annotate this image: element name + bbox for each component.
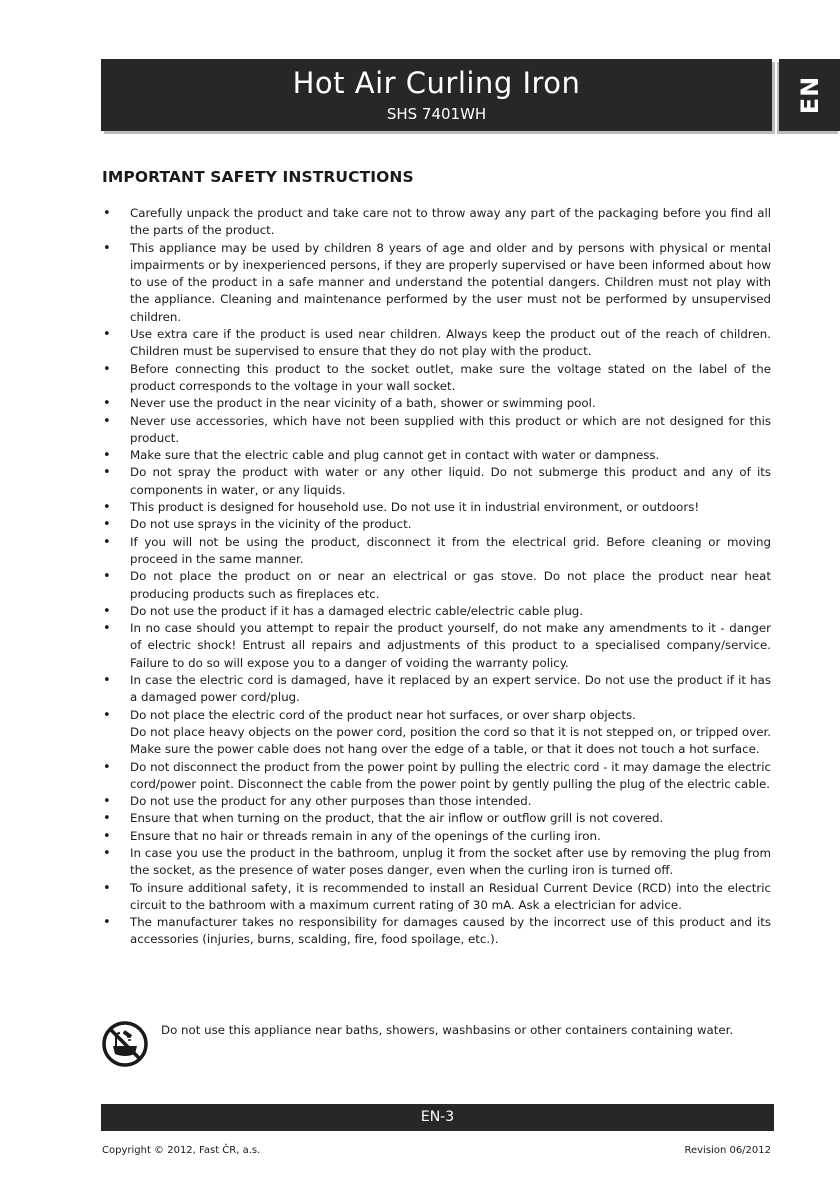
instruction-text: • In case you use the product in the bathroom, unplug it from the socket after use by removing the plug from the socket, as the presence of water poses danger, even when the curling iron is turned off. <box>130 845 771 878</box>
safety-instructions-list <box>102 205 771 949</box>
list-item <box>102 793 771 810</box>
instruction-text: • To insure additional safety, it is recommended to install an Residual Current Device (RCD) into the electric circuit to the bathroom with a maximum current rating of 30 mA. Ask a electrician for advice. <box>130 880 771 912</box>
section-heading: IMPORTANT SAFETY INSTRUCTIONS <box>102 168 414 186</box>
list-item <box>102 568 771 603</box>
copyright: Copyright © 2012, Fast ČR, a.s. <box>102 1145 261 1156</box>
list-item <box>102 395 771 412</box>
list-item <box>102 914 771 949</box>
revision: Revision 06/2012 <box>684 1145 771 1156</box>
title-banner <box>101 59 772 131</box>
instruction-text: • Ensure that no hair or threads remain in any of the openings of the curling iron. <box>130 828 601 843</box>
instruction-text: • The manufacturer takes no responsibility for damages caused by the incorrect use of this product and its accessories (injuries, burns, scalding, fire, food spoilage, etc.). <box>130 915 771 947</box>
list-item <box>102 447 771 464</box>
list-item <box>102 534 771 569</box>
instruction-text: • Ensure that when turning on the product, that the air inflow or outflow grill is not covered. <box>130 811 664 826</box>
list-item <box>102 516 771 533</box>
no-bath-icon <box>102 1021 148 1067</box>
list-item <box>102 880 771 915</box>
instruction-text: • Use extra care if the product is used near children. Always keep the product out of the reach of children. Children must be supervised to ensure that they do not play with the product. <box>130 327 771 359</box>
instruction-text: • Make sure that the electric cable and plug cannot get in contact with water or dampness. <box>130 448 660 463</box>
instruction-text: • Never use the product in the near vicinity of a bath, shower or swimming pool. <box>130 396 596 411</box>
product-model: SHS 7401WH <box>386 105 487 123</box>
instruction-text: • Do not spray the product with water or any other liquid. Do not submerge this product and any of its components in water, or any liquids. <box>130 465 771 497</box>
page-number: EN-3 <box>101 1104 774 1131</box>
list-item <box>102 361 771 396</box>
warning-text: Do not use this appliance near baths, showers, washbasins or other containers containing water. <box>161 1023 734 1037</box>
list-item <box>102 810 771 827</box>
product-title: Hot Air Curling Iron <box>292 66 581 100</box>
list-item <box>102 603 771 620</box>
list-item <box>102 828 771 845</box>
list-item <box>102 326 771 361</box>
instruction-text: Do not place heavy objects on the power cord, position the cord so that it is not stepped on, or tripped over. Make sure the power cable does not hang over the edge of a table, or that it does not touch a hot surface. <box>130 724 771 757</box>
instruction-text: • Do not use the product for any other purposes than those intended. <box>130 794 532 809</box>
instruction-text: • This product is designed for household use. Do not use it in industrial environment, or outdoors! <box>130 500 700 515</box>
list-item <box>102 759 771 794</box>
language-label: EN <box>795 75 824 115</box>
instruction-text: • Carefully unpack the product and take care not to throw away any part of the packaging before you find all the parts of the product. <box>130 206 771 238</box>
instruction-text: • In case the electric cord is damaged, have it replaced by an expert service. Do not use the product if it has a damaged power cord/plug. <box>130 673 771 705</box>
instruction-text: • Do not disconnect the product from the power point by pulling the electric cord - it may damage the electric cord/power point. Disconnect the cable from the power point by gently pulling the plug of the electric cable. <box>130 759 771 791</box>
instruction-text: • This appliance may be used by children 8 years of age and older and by persons with physical or mental impairments or by inexperienced persons, if they are properly supervised or have been informed about how to use of the product in a safe manner and understand the potential dangers. Children must not play with the appliance. Cleaning and maintenance performed by the user must not be performed by unsupervised children. <box>130 240 771 324</box>
instruction-text: • Do not place the electric cord of the product near hot surfaces, or over sharp objects. <box>130 707 636 722</box>
instruction-text: • Do not place the product on or near an electrical or gas stove. Do not place the product near heat producing products such as fireplaces etc. <box>130 569 771 601</box>
list-item <box>102 707 771 759</box>
instruction-text: • Before connecting this product to the socket outlet, make sure the voltage stated on the label of the product corresponds to the voltage in your wall socket. <box>130 361 771 393</box>
list-item <box>102 464 771 499</box>
list-item <box>102 413 771 448</box>
list-item <box>102 205 771 240</box>
instruction-text: • Do not use sprays in the vicinity of the product. <box>130 517 412 532</box>
warning-note <box>102 1021 771 1069</box>
instruction-text: • If you will not be using the product, disconnect it from the electrical grid. Before cleaning or moving proceed in the same manner. <box>130 534 771 566</box>
list-item <box>102 620 771 672</box>
list-item <box>102 845 771 880</box>
list-item <box>102 499 771 516</box>
instruction-text: • In no case should you attempt to repair the product yourself, do not make any amendments to it - danger of electric shock! Entrust all repairs and adjustments of this product to a specialised company/service. Failure to do so will expose you to a danger of voiding the warranty policy. <box>130 621 771 670</box>
list-item <box>102 672 771 707</box>
instruction-text: • Never use accessories, which have not been supplied with this product or which are not designed for this product. <box>130 413 771 445</box>
list-item <box>102 240 771 326</box>
language-tab <box>779 59 840 131</box>
instruction-text: • Do not use the product if it has a damaged electric cable/electric cable plug. <box>130 603 584 618</box>
